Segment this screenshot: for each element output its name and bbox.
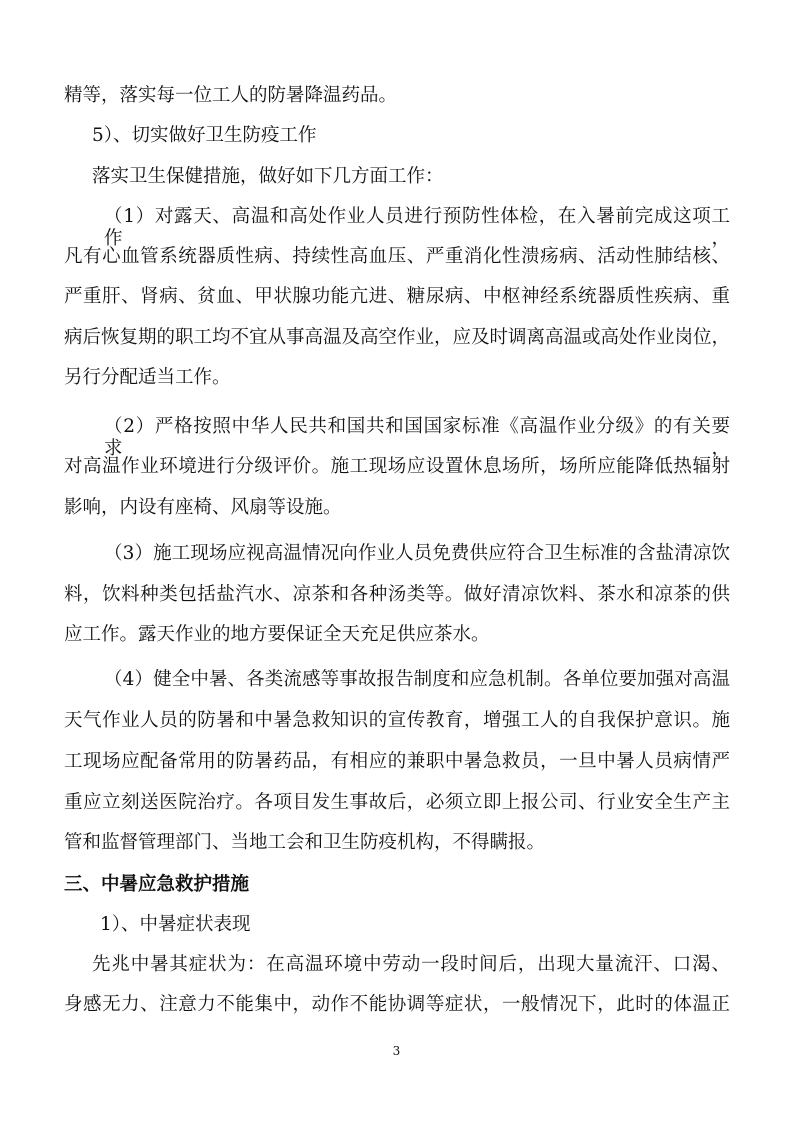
text-line: 重应立刻送医院治疗。各项目发生事故后，必须立即上报公司、行业安全生产主 bbox=[64, 792, 730, 813]
text-line: 影响，内设有座椅、风扇等设施。 bbox=[64, 497, 342, 518]
text-line: 另行分配适当工作。 bbox=[64, 367, 231, 388]
text-line: 应工作。露天作业的地方要保证全天充足供应茶水。 bbox=[64, 624, 490, 645]
text-line: （4）健全中暑、各类流感等事故报告制度和应急机制。各单位要加强对高温 bbox=[104, 669, 730, 690]
text-line: 严重肝、肾病、贫血、甲状腺功能亢进、糖尿病、中枢神经系统器质性疾病、重 bbox=[64, 286, 730, 307]
page-number: 3 bbox=[392, 1044, 401, 1058]
text-line: 精等，落实每一位工人的防暑降温药品。 bbox=[64, 85, 398, 106]
text-line: 对高温作业环境进行分级评价。施工现场应设置休息场所，场所应能降低热辐射 bbox=[64, 456, 730, 477]
text-line: 天气作业人员的防暑和中暑急救知识的宣传教育，增强工人的自我保护意识。施 bbox=[64, 710, 730, 731]
text-line: （3）施工现场应视高温情况向作业人员免费供应符合卫生标准的含盐清凉饮 bbox=[104, 543, 730, 564]
text-line: 病后恢复期的职工均不宜从事高温及高空作业，应及时调离高温或高处作业岗位， bbox=[64, 327, 731, 348]
text-line: （1）对露天、高温和高处作业人员进行预防性体检，在入暑前完成这项工作， bbox=[104, 206, 730, 249]
text-line: （2）严格按照中华人民共和国共和国国家标准《高温作业分级》的有关要求， bbox=[104, 416, 730, 459]
text-line: 身感无力、注意力不能集中，动作不能协调等症状，一般情况下，此时的体温正 bbox=[64, 994, 730, 1015]
text-line: 先兆中暑其症状为：在高温环境中劳动一段时间后，出现大量流汗、口渴、 bbox=[92, 954, 730, 975]
section-heading: 1）、中暑症状表现 bbox=[100, 914, 251, 935]
text-line: 工现场应配备常用的防暑药品，有相应的兼职中暑急救员，一旦中暑人员病情严 bbox=[64, 751, 730, 772]
text-line: 凡有心血管系统器质性病、持续性高血压、严重消化性溃疡病、活动性肺结核、 bbox=[64, 246, 730, 267]
text-line: 落实卫生保健措施，做好如下几方面工作： bbox=[92, 166, 444, 187]
text-line: 料，饮料种类包括盐汽水、凉茶和各种汤类等。做好清凉饮料、茶水和凉茶的供 bbox=[64, 584, 730, 605]
section-heading: 5）、切实做好卫生防疫工作 bbox=[92, 125, 317, 146]
chapter-heading: 三、中暑应急救护措施 bbox=[64, 874, 250, 895]
text-line: 管和监督管理部门、当地工会和卫生防疫机构，不得瞒报。 bbox=[64, 832, 546, 853]
